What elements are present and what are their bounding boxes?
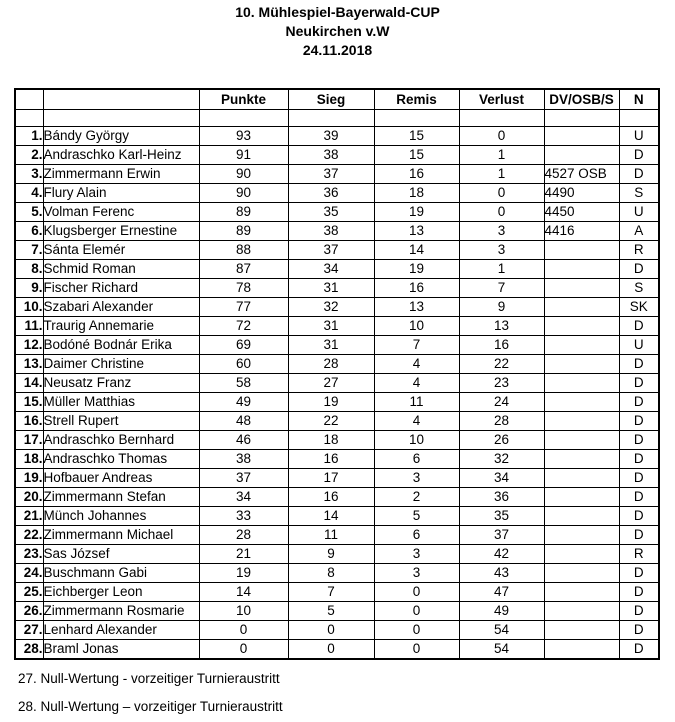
dv-osb-s-cell: [544, 583, 619, 602]
header-cell-remis: Remis: [374, 89, 459, 110]
nation-cell: D: [619, 431, 659, 450]
remis-cell: 4: [374, 355, 459, 374]
table-row: [15, 184, 659, 203]
nation-cell: D: [619, 640, 659, 660]
table-row: [15, 412, 659, 431]
dv-osb-s-cell: [544, 450, 619, 469]
dv-osb-s-cell: [544, 241, 619, 260]
rank-cell: 22.: [15, 526, 43, 545]
remis-cell: 6: [374, 526, 459, 545]
rank-cell: 11.: [15, 317, 43, 336]
header-cell-punkte: Punkte: [199, 89, 288, 110]
spacer-row: [15, 110, 659, 127]
player-name-cell: Bodóné Bodnár Erika: [43, 336, 199, 355]
spacer-cell: [619, 110, 659, 127]
punkte-cell: 37: [199, 469, 288, 488]
remis-cell: 7: [374, 336, 459, 355]
nation-cell: D: [619, 146, 659, 165]
verlust-cell: 23: [459, 374, 544, 393]
table-body: [15, 127, 659, 660]
nation-cell: D: [619, 165, 659, 184]
table-row: [15, 640, 659, 660]
dv-osb-s-cell: [544, 507, 619, 526]
nation-cell: U: [619, 336, 659, 355]
verlust-cell: 22: [459, 355, 544, 374]
remis-cell: 10: [374, 317, 459, 336]
player-name-cell: Zimmermann Erwin: [43, 165, 199, 184]
table-row: [15, 545, 659, 564]
punkte-cell: 88: [199, 241, 288, 260]
table-row: [15, 298, 659, 317]
remis-cell: 0: [374, 583, 459, 602]
table-row: [15, 279, 659, 298]
remis-cell: 3: [374, 545, 459, 564]
remis-cell: 0: [374, 621, 459, 640]
punkte-cell: 78: [199, 279, 288, 298]
verlust-cell: 3: [459, 222, 544, 241]
title-line-tournament: 10. Mühlespiel-Bayerwald-CUP: [235, 4, 440, 20]
player-name-cell: Andraschko Bernhard: [43, 431, 199, 450]
player-name-cell: Zimmermann Michael: [43, 526, 199, 545]
rank-cell: 23.: [15, 545, 43, 564]
rank-cell: 3.: [15, 165, 43, 184]
verlust-cell: 42: [459, 545, 544, 564]
player-name-cell: Sánta Elemér: [43, 241, 199, 260]
nation-cell: U: [619, 203, 659, 222]
table-row: [15, 127, 659, 146]
remis-cell: 19: [374, 260, 459, 279]
player-name-cell: Fischer Richard: [43, 279, 199, 298]
remis-cell: 5: [374, 507, 459, 526]
header-cell-nation: N: [619, 89, 659, 110]
player-name-cell: Zimmermann Rosmarie: [43, 602, 199, 621]
header-cell-name: [43, 89, 199, 110]
dv-osb-s-cell: 4490: [544, 184, 619, 203]
sieg-cell: 31: [288, 317, 374, 336]
rank-cell: 6.: [15, 222, 43, 241]
sieg-cell: 19: [288, 393, 374, 412]
sieg-cell: 38: [288, 222, 374, 241]
header-cell-dv-osb-s: DV/OSB/S: [544, 89, 619, 110]
nation-cell: D: [619, 317, 659, 336]
sieg-cell: 38: [288, 146, 374, 165]
punkte-cell: 0: [199, 621, 288, 640]
dv-osb-s-cell: [544, 621, 619, 640]
punkte-cell: 34: [199, 488, 288, 507]
footnote-27: 27. Null-Wertung - vorzeitiger Turnieraustritt: [18, 671, 280, 686]
remis-cell: 15: [374, 146, 459, 165]
sieg-cell: 16: [288, 450, 374, 469]
player-name-cell: Eichberger Leon: [43, 583, 199, 602]
dv-osb-s-cell: [544, 317, 619, 336]
sieg-cell: 31: [288, 336, 374, 355]
spacer-cell: [15, 110, 43, 127]
dv-osb-s-cell: [544, 146, 619, 165]
punkte-cell: 0: [199, 640, 288, 660]
punkte-cell: 69: [199, 336, 288, 355]
remis-cell: 11: [374, 393, 459, 412]
sieg-cell: 17: [288, 469, 374, 488]
table-row: [15, 260, 659, 279]
rank-cell: 17.: [15, 431, 43, 450]
nation-cell: D: [619, 393, 659, 412]
nation-cell: A: [619, 222, 659, 241]
remis-cell: 13: [374, 298, 459, 317]
spacer-cell: [544, 110, 619, 127]
remis-cell: 15: [374, 127, 459, 146]
verlust-cell: 7: [459, 279, 544, 298]
remis-cell: 6: [374, 450, 459, 469]
rank-cell: 27.: [15, 621, 43, 640]
punkte-cell: 19: [199, 564, 288, 583]
rank-cell: 20.: [15, 488, 43, 507]
header-cell-sieg: Sieg: [288, 89, 374, 110]
dv-osb-s-cell: [544, 393, 619, 412]
dv-osb-s-cell: [544, 374, 619, 393]
dv-osb-s-cell: [544, 127, 619, 146]
table-row: [15, 564, 659, 583]
remis-cell: 19: [374, 203, 459, 222]
table-row: [15, 450, 659, 469]
punkte-cell: 33: [199, 507, 288, 526]
header-cell-verlust: Verlust: [459, 89, 544, 110]
spacer-cell: [199, 110, 288, 127]
rank-cell: 5.: [15, 203, 43, 222]
punkte-cell: 91: [199, 146, 288, 165]
punkte-cell: 28: [199, 526, 288, 545]
rank-cell: 16.: [15, 412, 43, 431]
player-name-cell: Lenhard Alexander: [43, 621, 199, 640]
remis-cell: 10: [374, 431, 459, 450]
punkte-cell: 21: [199, 545, 288, 564]
verlust-cell: 24: [459, 393, 544, 412]
header-cell-rank: [15, 89, 43, 110]
remis-cell: 3: [374, 469, 459, 488]
sieg-cell: 14: [288, 507, 374, 526]
verlust-cell: 36: [459, 488, 544, 507]
verlust-cell: 49: [459, 602, 544, 621]
nation-cell: S: [619, 184, 659, 203]
remis-cell: 13: [374, 222, 459, 241]
nation-cell: D: [619, 260, 659, 279]
sieg-cell: 16: [288, 488, 374, 507]
remis-cell: 4: [374, 374, 459, 393]
verlust-cell: 0: [459, 184, 544, 203]
spacer-cell: [374, 110, 459, 127]
nation-cell: D: [619, 469, 659, 488]
table-row: [15, 507, 659, 526]
sieg-cell: 5: [288, 602, 374, 621]
sieg-cell: 7: [288, 583, 374, 602]
dv-osb-s-cell: [544, 545, 619, 564]
dv-osb-s-cell: [544, 602, 619, 621]
rank-cell: 26.: [15, 602, 43, 621]
table-row: [15, 583, 659, 602]
nation-cell: R: [619, 241, 659, 260]
page-title: [0, 3, 675, 60]
rank-cell: 7.: [15, 241, 43, 260]
table-row: [15, 203, 659, 222]
spacer-cell: [43, 110, 199, 127]
nation-cell: S: [619, 279, 659, 298]
punkte-cell: 93: [199, 127, 288, 146]
table-row: [15, 146, 659, 165]
dv-osb-s-cell: [544, 431, 619, 450]
punkte-cell: 89: [199, 203, 288, 222]
punkte-cell: 72: [199, 317, 288, 336]
verlust-cell: 0: [459, 203, 544, 222]
punkte-cell: 46: [199, 431, 288, 450]
player-name-cell: Müller Matthias: [43, 393, 199, 412]
rank-cell: 28.: [15, 640, 43, 660]
rank-cell: 21.: [15, 507, 43, 526]
punkte-cell: 90: [199, 184, 288, 203]
punkte-cell: 49: [199, 393, 288, 412]
nation-cell: D: [619, 450, 659, 469]
rank-cell: 18.: [15, 450, 43, 469]
sieg-cell: 37: [288, 165, 374, 184]
rank-cell: 13.: [15, 355, 43, 374]
header-row: [15, 89, 659, 110]
dv-osb-s-cell: [544, 298, 619, 317]
player-name-cell: Buschmann Gabi: [43, 564, 199, 583]
footnote-28: 28. Null-Wertung – vorzeitiger Turnieraustritt: [18, 699, 283, 714]
dv-osb-s-cell: [544, 564, 619, 583]
player-name-cell: Szabari Alexander: [43, 298, 199, 317]
player-name-cell: Andraschko Thomas: [43, 450, 199, 469]
table-row: [15, 526, 659, 545]
rank-cell: 14.: [15, 374, 43, 393]
sieg-cell: 36: [288, 184, 374, 203]
remis-cell: 4: [374, 412, 459, 431]
table-row: [15, 621, 659, 640]
spacer-cell: [459, 110, 544, 127]
verlust-cell: 47: [459, 583, 544, 602]
punkte-cell: 10: [199, 602, 288, 621]
nation-cell: R: [619, 545, 659, 564]
verlust-cell: 34: [459, 469, 544, 488]
sieg-cell: 8: [288, 564, 374, 583]
punkte-cell: 38: [199, 450, 288, 469]
sieg-cell: 35: [288, 203, 374, 222]
rank-cell: 2.: [15, 146, 43, 165]
title-line-location: Neukirchen v.W: [285, 23, 390, 39]
sieg-cell: 9: [288, 545, 374, 564]
sieg-cell: 11: [288, 526, 374, 545]
verlust-cell: 32: [459, 450, 544, 469]
player-name-cell: Zimmermann Stefan: [43, 488, 199, 507]
remis-cell: 16: [374, 165, 459, 184]
dv-osb-s-cell: 4416: [544, 222, 619, 241]
sieg-cell: 34: [288, 260, 374, 279]
verlust-cell: 1: [459, 146, 544, 165]
table-row: [15, 393, 659, 412]
table-row: [15, 431, 659, 450]
verlust-cell: 43: [459, 564, 544, 583]
nation-cell: D: [619, 412, 659, 431]
dv-osb-s-cell: 4450: [544, 203, 619, 222]
verlust-cell: 26: [459, 431, 544, 450]
sieg-cell: 27: [288, 374, 374, 393]
table-row: [15, 317, 659, 336]
rank-cell: 9.: [15, 279, 43, 298]
dv-osb-s-cell: [544, 526, 619, 545]
dv-osb-s-cell: [544, 412, 619, 431]
verlust-cell: 13: [459, 317, 544, 336]
verlust-cell: 35: [459, 507, 544, 526]
punkte-cell: 89: [199, 222, 288, 241]
nation-cell: D: [619, 602, 659, 621]
dv-osb-s-cell: [544, 355, 619, 374]
nation-cell: D: [619, 507, 659, 526]
title-line-date: 24.11.2018: [302, 42, 373, 58]
punkte-cell: 14: [199, 583, 288, 602]
remis-cell: 0: [374, 602, 459, 621]
verlust-cell: 16: [459, 336, 544, 355]
punkte-cell: 48: [199, 412, 288, 431]
rank-cell: 15.: [15, 393, 43, 412]
sieg-cell: 31: [288, 279, 374, 298]
table-row: [15, 355, 659, 374]
verlust-cell: 54: [459, 640, 544, 660]
dv-osb-s-cell: [544, 469, 619, 488]
sieg-cell: 22: [288, 412, 374, 431]
rank-cell: 24.: [15, 564, 43, 583]
dv-osb-s-cell: [544, 640, 619, 660]
dv-osb-s-cell: 4527 OSB: [544, 165, 619, 184]
remis-cell: 3: [374, 564, 459, 583]
player-name-cell: Daimer Christine: [43, 355, 199, 374]
spacer-cell: [288, 110, 374, 127]
nation-cell: D: [619, 621, 659, 640]
player-name-cell: Klugsberger Ernestine: [43, 222, 199, 241]
table-row: [15, 336, 659, 355]
punkte-cell: 58: [199, 374, 288, 393]
player-name-cell: Andraschko Karl-Heinz: [43, 146, 199, 165]
table-row: [15, 374, 659, 393]
nation-cell: D: [619, 526, 659, 545]
nation-cell: U: [619, 127, 659, 146]
punkte-cell: 87: [199, 260, 288, 279]
sieg-cell: 37: [288, 241, 374, 260]
table-row: [15, 241, 659, 260]
dv-osb-s-cell: [544, 279, 619, 298]
player-name-cell: Volman Ferenc: [43, 203, 199, 222]
sieg-cell: 0: [288, 640, 374, 660]
verlust-cell: 37: [459, 526, 544, 545]
verlust-cell: 9: [459, 298, 544, 317]
table-row: [15, 469, 659, 488]
table-row: [15, 165, 659, 184]
table-row: [15, 222, 659, 241]
punkte-cell: 60: [199, 355, 288, 374]
verlust-cell: 1: [459, 165, 544, 184]
nation-cell: D: [619, 583, 659, 602]
sieg-cell: 39: [288, 127, 374, 146]
table-row: [15, 488, 659, 507]
dv-osb-s-cell: [544, 336, 619, 355]
punkte-cell: 77: [199, 298, 288, 317]
player-name-cell: Hofbauer Andreas: [43, 469, 199, 488]
remis-cell: 14: [374, 241, 459, 260]
remis-cell: 0: [374, 640, 459, 660]
remis-cell: 18: [374, 184, 459, 203]
verlust-cell: 3: [459, 241, 544, 260]
rank-cell: 10.: [15, 298, 43, 317]
player-name-cell: Sas József: [43, 545, 199, 564]
player-name-cell: Münch Johannes: [43, 507, 199, 526]
rank-cell: 19.: [15, 469, 43, 488]
verlust-cell: 28: [459, 412, 544, 431]
rank-cell: 1.: [15, 127, 43, 146]
player-name-cell: Braml Jonas: [43, 640, 199, 660]
player-name-cell: Schmid Roman: [43, 260, 199, 279]
remis-cell: 16: [374, 279, 459, 298]
rank-cell: 8.: [15, 260, 43, 279]
nation-cell: D: [619, 355, 659, 374]
standings-table: [14, 88, 660, 660]
dv-osb-s-cell: [544, 260, 619, 279]
verlust-cell: 1: [459, 260, 544, 279]
sieg-cell: 18: [288, 431, 374, 450]
verlust-cell: 0: [459, 127, 544, 146]
dv-osb-s-cell: [544, 488, 619, 507]
rank-cell: 12.: [15, 336, 43, 355]
remis-cell: 2: [374, 488, 459, 507]
nation-cell: D: [619, 488, 659, 507]
player-name-cell: Traurig Annemarie: [43, 317, 199, 336]
verlust-cell: 54: [459, 621, 544, 640]
rank-cell: 25.: [15, 583, 43, 602]
player-name-cell: Neusatz Franz: [43, 374, 199, 393]
punkte-cell: 90: [199, 165, 288, 184]
player-name-cell: Flury Alain: [43, 184, 199, 203]
player-name-cell: Strell Rupert: [43, 412, 199, 431]
sieg-cell: 32: [288, 298, 374, 317]
table-row: [15, 602, 659, 621]
nation-cell: D: [619, 374, 659, 393]
nation-cell: SK: [619, 298, 659, 317]
nation-cell: D: [619, 564, 659, 583]
sieg-cell: 0: [288, 621, 374, 640]
player-name-cell: Bándy György: [43, 127, 199, 146]
sieg-cell: 28: [288, 355, 374, 374]
rank-cell: 4.: [15, 184, 43, 203]
